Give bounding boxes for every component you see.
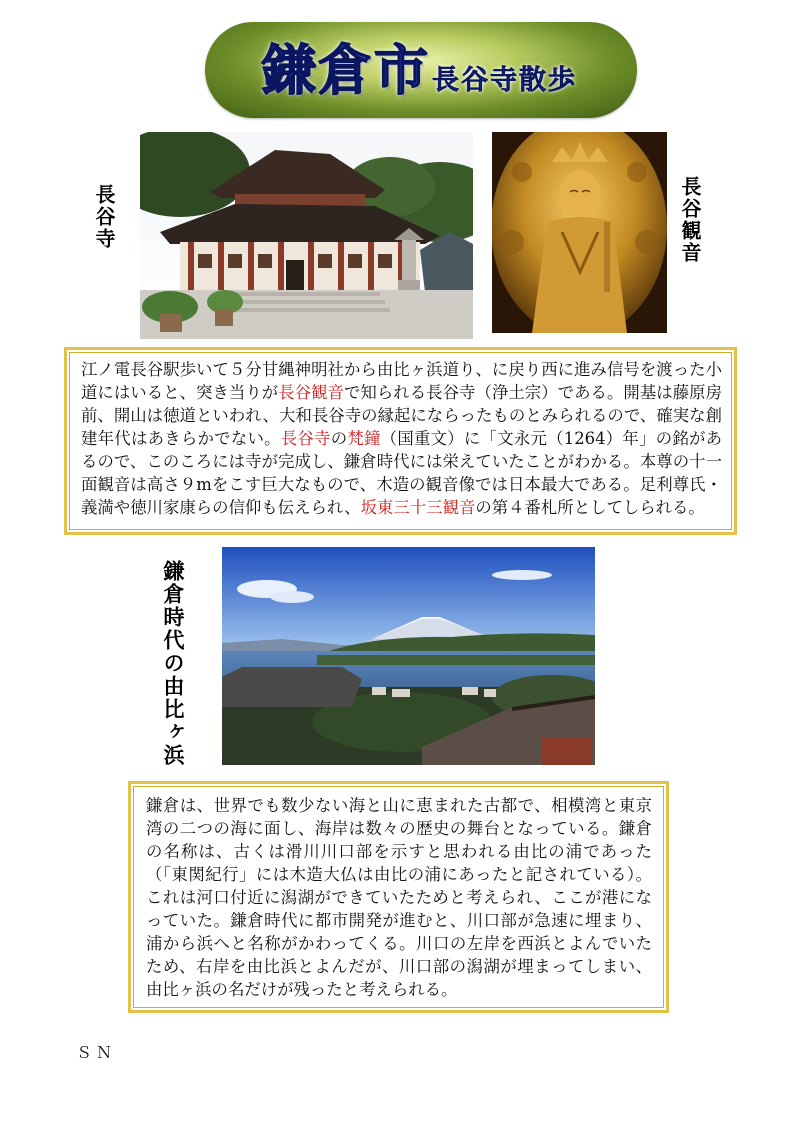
- hasedera-description-box: [64, 347, 737, 535]
- yuigahama-description-box: [128, 781, 669, 1013]
- kannon-photo: [492, 132, 667, 333]
- highlight-bando-33-kannon: 坂東三十三観音: [360, 498, 476, 517]
- highlight-hase-kannon: 長谷観音: [278, 383, 344, 402]
- hasedera-description: 江ノ電長谷駅歩いて５分甘縄神明社から由比ヶ浜道り、に戻り西に進み信号を渡った小道にはいると、突き当りが長谷観音で知られる長谷寺（浄土宗）である。開基は藤原房前、開山は徳道といわれ、大和長谷寺の縁起にならったものとみられるので、確実な創建年代はあきらかでない。長谷寺の梵鐘（国重文）に「文永元（1264）年」の銘があるので、このころには寺が完成し、鎌倉時代には栄えていたことがわかる。本尊の十一面観音は高さ９mをこす巨大なもので、木造の観音像では日本最大である。足利尊氏・義満や徳川家康らの信仰も伝えられ、坂東三十三観音の第４番札所としてしられる。: [81, 360, 723, 517]
- highlight-bonsho: 梵鐘: [347, 429, 381, 448]
- author-signature: ＳＮ: [76, 1043, 117, 1062]
- kannon-label: 長谷観音: [678, 176, 702, 264]
- highlight-hasedera: 長谷寺: [280, 429, 331, 448]
- temple-label: 長谷寺: [92, 184, 116, 250]
- yuigahama-description: 鎌倉は、世界でも数少ない海と山に恵まれた古都で、相模湾と東京湾の二つの海に面し、海岸は数々の歴史の舞台となっている。鎌倉の名称は、古くは滑川川口部を示すと思われる由比の浦であった（「東関紀行」には木造大仏は由比の浦にあったと記されている）。これは河口付近に潟湖ができていたためと考えられ、ここが港になっていた。鎌倉時代に都市開発が進むと、川口部が急速に埋まり、浦から浜へと名称がかわってくる。川口の左岸を西浜とよんでいたため、右岸を由比浜とよんだが、川口部の潟湖が埋まってしまい、由比ヶ浜の名だけが残ったと考えられる。: [146, 796, 652, 999]
- temple-photo: [140, 132, 473, 339]
- page-subtitle: 長谷寺散歩: [432, 65, 577, 96]
- beach-label: 鎌倉時代の由比ヶ浜: [161, 560, 185, 767]
- page-title: 鎌倉市: [262, 38, 430, 102]
- beach-photo: [222, 547, 595, 765]
